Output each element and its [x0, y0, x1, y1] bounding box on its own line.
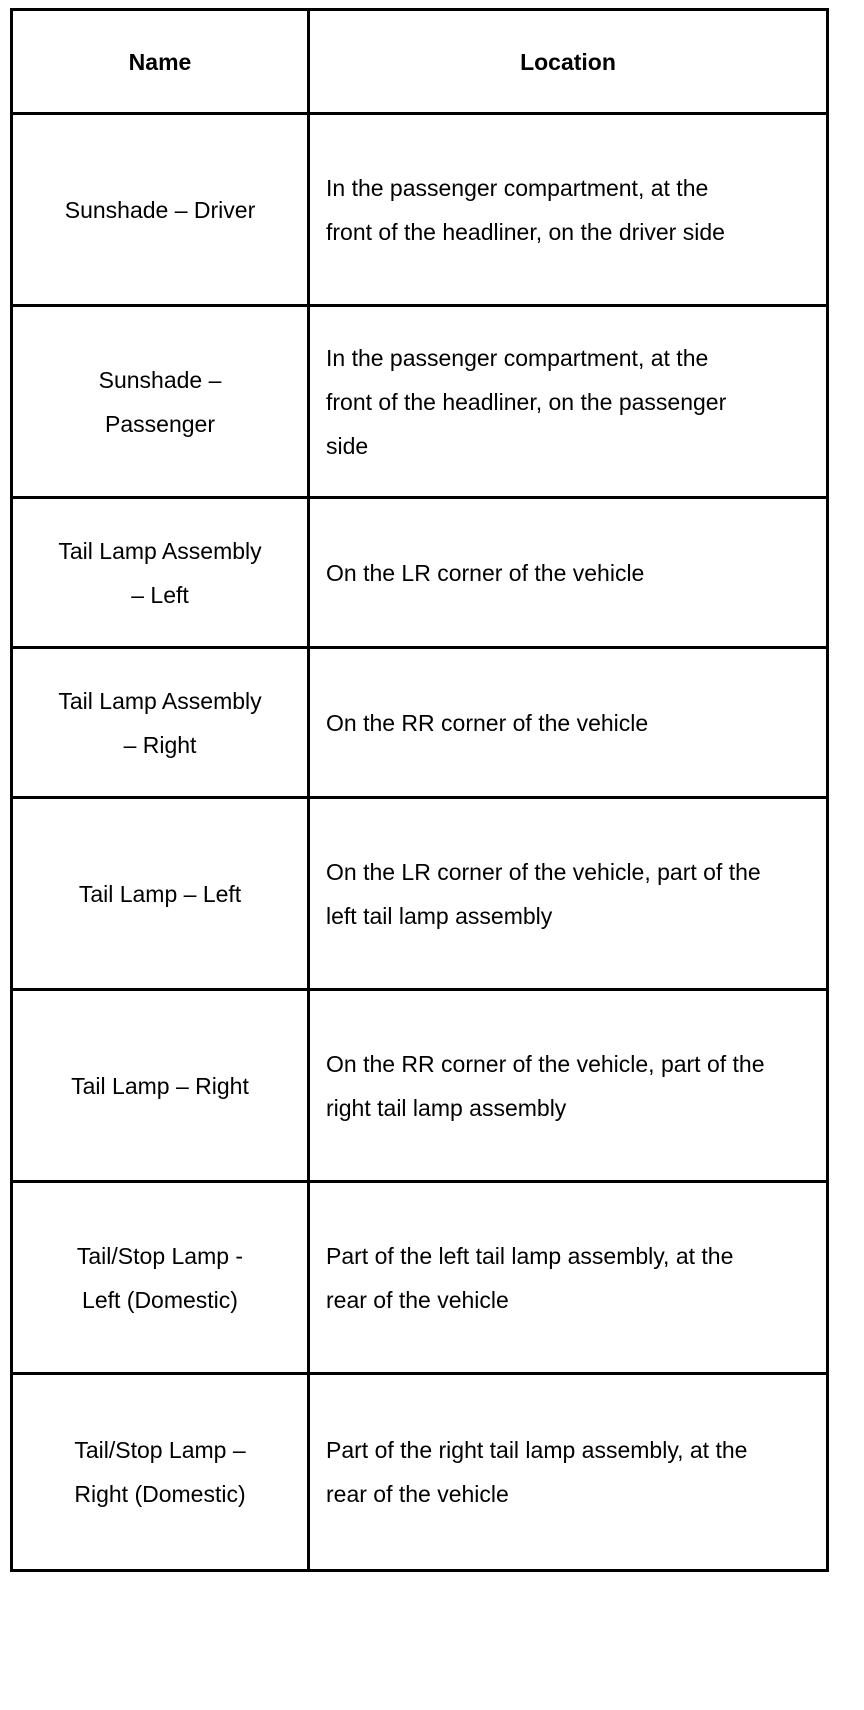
cell-name: Tail Lamp – Right: [12, 990, 309, 1182]
cell-name: Sunshade – Passenger: [12, 306, 309, 498]
table-body: [12, 114, 828, 1571]
table-row: [12, 1374, 828, 1571]
table-row: [12, 114, 828, 306]
cell-name: Tail/Stop Lamp – Right (Domestic): [12, 1374, 309, 1571]
cell-name: Tail Lamp Assembly – Right: [12, 648, 309, 798]
component-location-table: [10, 8, 829, 1572]
table-row: [12, 306, 828, 498]
header-row: [12, 10, 828, 114]
cell-location: Part of the right tail lamp assembly, at the rear of the vehicle: [309, 1374, 828, 1571]
table-row: [12, 498, 828, 648]
cell-location: On the RR corner of the vehicle: [309, 648, 828, 798]
cell-location: Part of the left tail lamp assembly, at the rear of the vehicle: [309, 1182, 828, 1374]
table-row: [12, 798, 828, 990]
cell-name: Tail/Stop Lamp - Left (Domestic): [12, 1182, 309, 1374]
cell-location: On the LR corner of the vehicle, part of the left tail lamp assembly: [309, 798, 828, 990]
table-header: [12, 10, 828, 114]
component-location-table-wrapper: [10, 8, 826, 1572]
table-row: [12, 1182, 828, 1374]
cell-location: On the LR corner of the vehicle: [309, 498, 828, 648]
table-row: [12, 648, 828, 798]
cell-name: Tail Lamp – Left: [12, 798, 309, 990]
header-name: Name: [12, 10, 309, 114]
table-row: [12, 990, 828, 1182]
cell-location: In the passenger compartment, at the front of the headliner, on the driver side: [309, 114, 828, 306]
cell-location: In the passenger compartment, at the front of the headliner, on the passenger side: [309, 306, 828, 498]
cell-name: Tail Lamp Assembly – Left: [12, 498, 309, 648]
header-location: Location: [309, 10, 828, 114]
cell-name: Sunshade – Driver: [12, 114, 309, 306]
cell-location: On the RR corner of the vehicle, part of the right tail lamp assembly: [309, 990, 828, 1182]
